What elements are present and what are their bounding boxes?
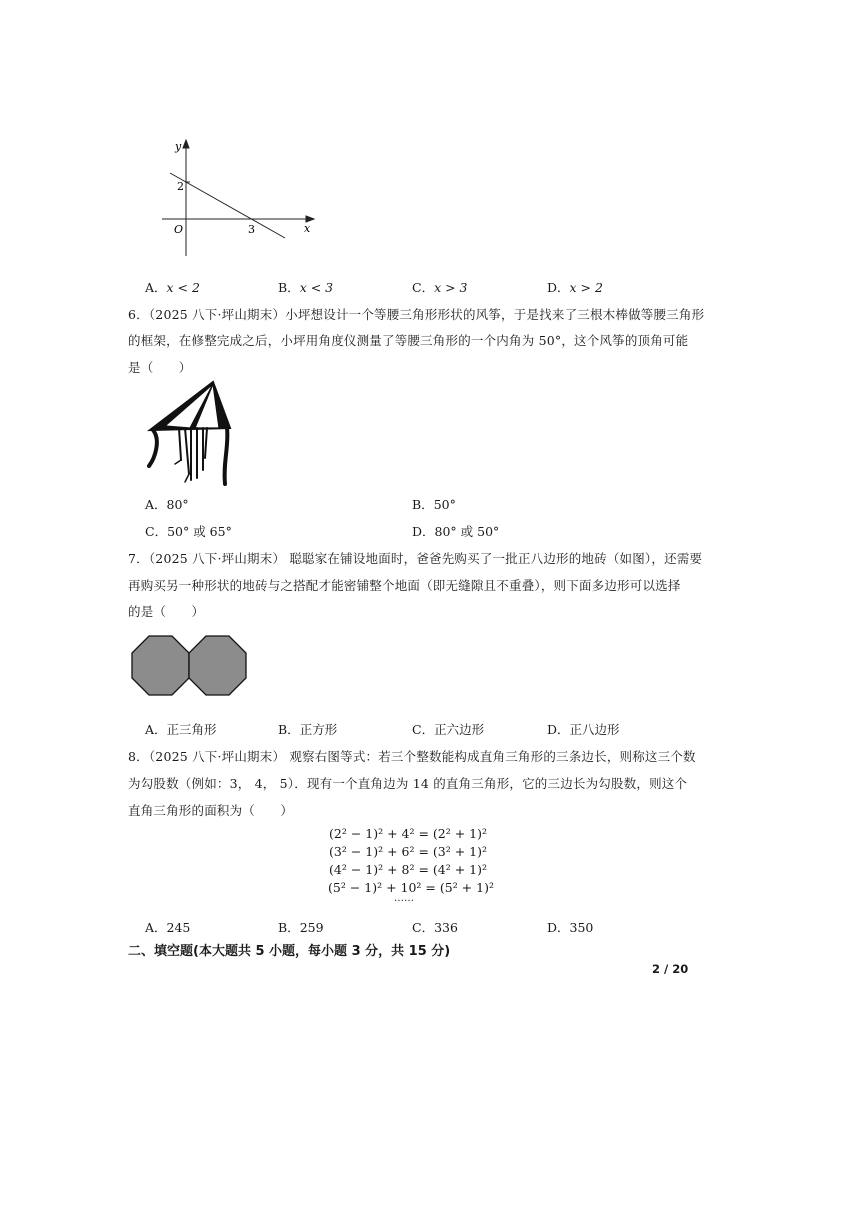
- section-heading: 二、填空题(本大题共 5 小题，每小题 3 分，共 15 分): [128, 944, 451, 959]
- function-line: [170, 173, 285, 238]
- linear-function-graph: [150, 128, 330, 258]
- option-b[interactable]: B．x < 3: [278, 280, 334, 295]
- option-a[interactable]: A．80°: [145, 497, 189, 512]
- x-axis-label: x: [304, 222, 311, 235]
- q8-stem-line-2: 为勾股数（例如：3， 4， 5）．现有一个直角边为 14 的直角三角形，它的三边长为勾股数，则这个: [128, 776, 688, 791]
- q8-stem-line-3: 直角三角形的面积为（ ）: [128, 803, 294, 818]
- option-b[interactable]: B．259: [278, 920, 324, 935]
- formula-line: (4² − 1)² + 8² = (4² + 1)²: [329, 862, 488, 877]
- formula-line: (2² − 1)² + 4² = (2² + 1)²: [329, 826, 488, 841]
- page-number: 2 / 20: [652, 962, 689, 976]
- y-axis-label: y: [175, 140, 182, 153]
- q8-stem-line-1: 8．（2025 八下·坪山期末） 观察右图等式：若三个整数能构成直角三角形的三条边长，则称这三个数: [128, 749, 696, 764]
- option-a[interactable]: A．245: [145, 920, 191, 935]
- option-d[interactable]: D．80° 或 50°: [412, 524, 500, 539]
- formula-ellipsis: ……: [394, 893, 414, 904]
- option-b[interactable]: B．正方形: [278, 722, 338, 737]
- formula-line: (5² − 1)² + 10² = (5² + 1)²: [328, 880, 494, 895]
- y-axis-arrow: [183, 140, 189, 148]
- octagon-tiles-figure: [130, 634, 250, 698]
- option-c[interactable]: C．336: [412, 920, 458, 935]
- formula-line: (3² − 1)² + 6² = (3² + 1)²: [329, 844, 488, 859]
- y-tick-label: 2: [177, 180, 184, 193]
- q6-stem-line-2: 的框架，在修整完成之后，小坪用角度仪测量了等腰三角形的一个内角为 50°，这个风筝的顶角可能: [128, 333, 689, 348]
- option-c[interactable]: C．50° 或 65°: [145, 524, 232, 539]
- x-tick-label: 3: [248, 223, 255, 236]
- option-a[interactable]: A．正三角形: [145, 722, 217, 737]
- q7-stem-line-2: 再购买另一种形状的地砖与之搭配才能密铺整个地面（即无缝隙且不重叠），则下面多边形可以选择: [128, 578, 681, 593]
- option-d[interactable]: D．x > 2: [547, 280, 603, 295]
- option-a[interactable]: A．x < 2: [145, 280, 200, 295]
- q7-stem-line-1: 7．（2025 八下·坪山期末） 聪聪家在铺设地面时，爸爸先购买了一批正八边形的地砖（如图），还需要: [128, 551, 703, 566]
- option-d[interactable]: D．正八边形: [547, 722, 620, 737]
- option-c[interactable]: C．正六边形: [412, 722, 485, 737]
- q6-stem-line-3: 是（ ）: [128, 360, 192, 375]
- octagon-tile: [189, 636, 246, 695]
- origin-label: O: [174, 223, 184, 236]
- octagon-tile: [132, 636, 189, 695]
- option-d[interactable]: D．350: [547, 920, 594, 935]
- q7-stem-line-3: 的是（ ）: [128, 604, 205, 619]
- kite-image: [145, 378, 240, 488]
- option-c[interactable]: C．x > 3: [412, 280, 468, 295]
- q6-stem-line-1: 6．（2025 八下·坪山期末）小坪想设计一个等腰三角形形状的风筝，于是找来了三根木棒做等腰三角形: [128, 307, 705, 322]
- option-b[interactable]: B．50°: [412, 497, 456, 512]
